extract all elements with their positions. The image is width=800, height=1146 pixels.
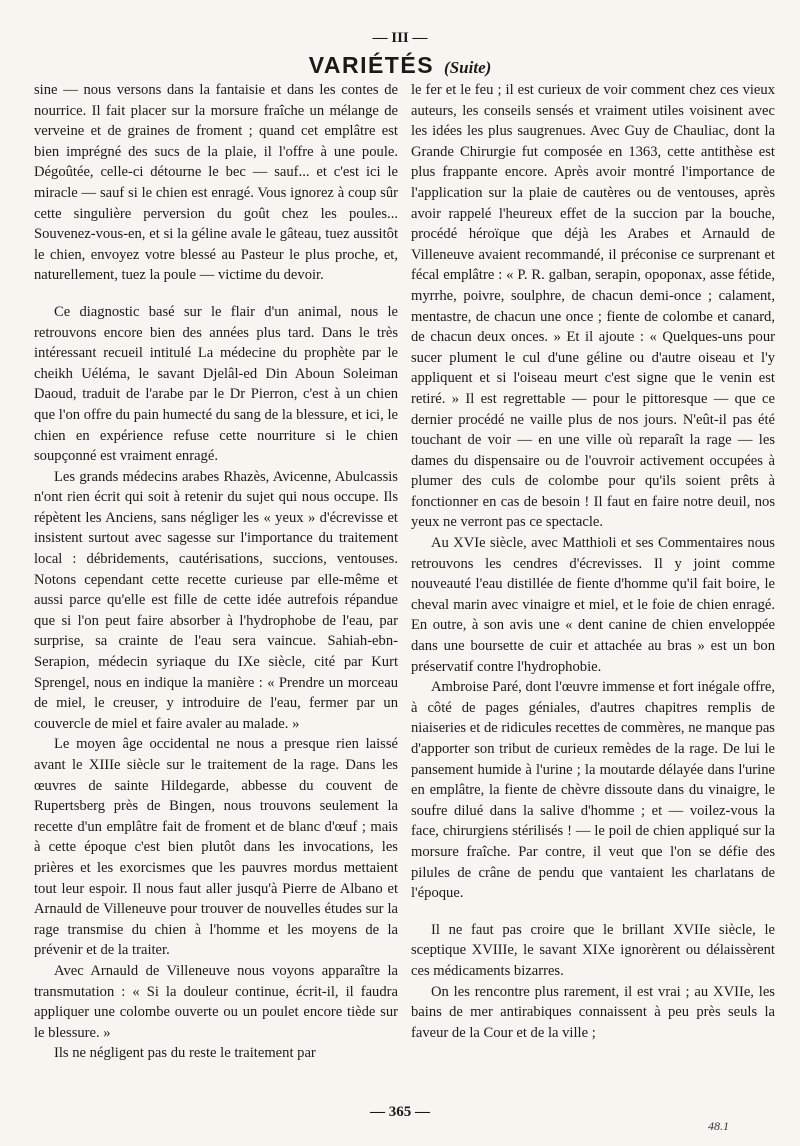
page-marker-top: — III —	[372, 30, 428, 46]
page-number: — 365 —	[370, 1104, 430, 1120]
paragraph: le fer et le feu ; il est curieux de voir comment chez ces vieux auteurs, les conseils sensés et vraiment utiles voisinent avec les idées les plus saugrenues. Avec Guy de Chauliac, dont la Grande Chirurgie fut composée en 1363, cette antithèse est plus frappante encore. Après avoir montré l'importance de l'application sur la plaie de cautères ou de ventouses, après avoir rappelé l'heureux effet de la succion par la bouche, procédé héroïque que déjà les Arabes et Arnauld de Villeneuve avaient recommandé, il préconise ce surprenant et fécal emplâtre : « P. R. galban, serapin, opoponax, asse fétide, myrrhe, poivre, soulphre, de chacun demi-once ; calament, mentastre, de chacun une once ; fiente de colombe et canard, de chacun deux onces. » Et il ajoute : « Quelques-uns pour sucer plument le cul d'une géline ou d'autre oiseau et l'y appliquent et si l'oiseau meurt c'est signe que le venin est retiré. » Il est regrettable — pour le pittoresque — que ce dernier procédé ne vaille plus de nos jours. N'eût-il pas été touchant de voir — en une ville où reparaît la rage — les dames du dispensaire ou de l'ouvroir activement occupées à plumer des culs de colombe pour qu'ils soient prêts à fonctionner en cas de besoin ! Il faut en faire notre deuil, nos yeux ne verront pas ce spectacle.	[411, 82, 775, 531]
section-title	[0, 52, 800, 79]
paragraph: Ambroise Paré, dont l'œuvre immense et fort inégale offre, à côté de pages géniales, d'autres chapitres remplis de niaiseries et de ridicules recettes de commères, ne manque pas d'apporter son tribut de curieux remèdes de la rage. De lui le pansement humide à l'urine ; la moutarde délayée dans l'urine en emplâtre, la fiente de chèvre dissoute dans du vinaigre, le soufre dilué dans la salive d'homme ; et — voilez-vous la face, chirurgiens stérilisés ! — le poil de chien appliqué sur la morsure fraîche. Par contre, il veut que l'on se défie des pilules de crâne de pendu que vantaient les charlatans de l'époque.	[411, 679, 775, 902]
right-column	[411, 80, 775, 1043]
paragraph: Avec Arnauld de Villeneuve nous voyons apparaître la transmutation : « Si la douleur continue, écrit-il, il faudra appliquer une colombe ouverte ou un poulet encore tiède sur le blessure. »	[34, 962, 398, 1041]
paragraph: Le moyen âge occidental ne nous a presque rien laissé avant le XIIIe siècle sur le traitement de la rage. Dans les œuvres de sainte Hildegarde, abbesse du couvent de Rupertsberg près de Bingen, nous trouvons seulement la recette d'un emplâtre fait de froment et de blanc d'œuf ; mais à cette époque c'est bien plutôt dans les invocations, les prières et les exorcismes que les pauvres mordus mettaient tout leur espoir. Il nous faut aller jusqu'à Pierre de Albano et Arnauld de Villeneuve pour trouver de nouvelles études sur la rage transmise du chien à l'homme et les moyens de la prévenir et de la traiter.	[34, 736, 398, 959]
title-main: VARIÉTÉS	[308, 52, 435, 78]
paragraph: sine — nous versons dans la fantaisie et dans les contes de nourrice. Il fait placer sur la morsure fraîche un mélange de verveine et de graines de froment ; quand cet emplâtre est bien imprégné des sucs de la plaie, il l'offre à une poule. Dégoûtée, celle-ci détourne le bec — sauf... et c'est ici le miracle — sauf si le chien est enragé. Vous ignorez à coup sûr cette singulière perversion du goût chez les poules... Souvenez-vous-en, et si la géline avale le gâteau, tuez aussitôt le chien, envoyez votre blessé au Pasteur le plus proche, et, naturellement, tuez la poule — victime du devoir.	[34, 82, 398, 284]
left-column	[34, 80, 398, 1064]
paragraph: Il ne faut pas croire que le brillant XVIIe siècle, le sceptique XVIIIe, le savant XIXe ignorèrent ou délaissèrent ces médicaments bizarres.	[411, 921, 775, 979]
paragraph: Au XVIe siècle, avec Matthioli et ses Commentaires nous retrouvons les cendres d'écrevisses. Il y joint comme nouveauté l'eau distillée de fiente d'homme qu'il fait boire, le cheval marin avec vinaigre et miel, et le foie de chien enragé. En outre, à son avis une « dent canine de chien enveloppée dans une boursette de cuir et attachée au bras » est un bon préservatif contre l'hydrophobie.	[411, 535, 775, 675]
paragraph: On les rencontre plus rarement, il est vrai ; au XVIIe, les bains de mer antirabiques connaissent à peu près seuls la faveur de la Cour et de la ville ;	[411, 983, 775, 1041]
archive-mark: 48.1	[708, 1119, 729, 1133]
title-subtitle: (Suite)	[444, 58, 492, 77]
paragraph: Ils ne négligent pas du reste le traitement par	[54, 1045, 316, 1062]
paragraph: Ce diagnostic basé sur le flair d'un animal, nous le retrouvons encore bien des années plus tard. Dans le très intéressant recueil intitulé La médecine du prophète par le cheikh Uéléma, le savant Djelâl-ed Din Aboun Soleiman Daoud, traduit de l'arabe par le Dr Pierron, c'est à un chien que l'on offre du pain humecté du sang de la blessure, et ici, le chien en expérience refuse cette nourriture si le chien soupçonné est vraiment enragé.	[34, 303, 398, 465]
paragraph: Les grands médecins arabes Rhazès, Avicenne, Abulcassis n'ont rien écrit qui soit à retenir du sujet qui nous occupe. Ils répètent les Anciens, sans négliger les « yeux » d'écrevisse et insistent surtout avec sagesse sur l'importance du traitement local : débridements, cautérisations, succions, ventouses. Notons cependant cette recette curieuse par elle-même et aussi parce qu'elle est fille de cette idée autrefois répandue que si l'on peut faire absorber à l'hydrophobe de l'eau, par surprise, sa crainte de l'eau sera vaincue. Sahiah-ebn-Serapion, médecin syriaque du IXe siècle, cité par Kurt Sprengel, nous en indique la manière : « Prendre un morceau de miel, le creuser, y introduire de l'eau, fermer par un couvercle de miel et faire avaler au malade. »	[34, 468, 398, 732]
